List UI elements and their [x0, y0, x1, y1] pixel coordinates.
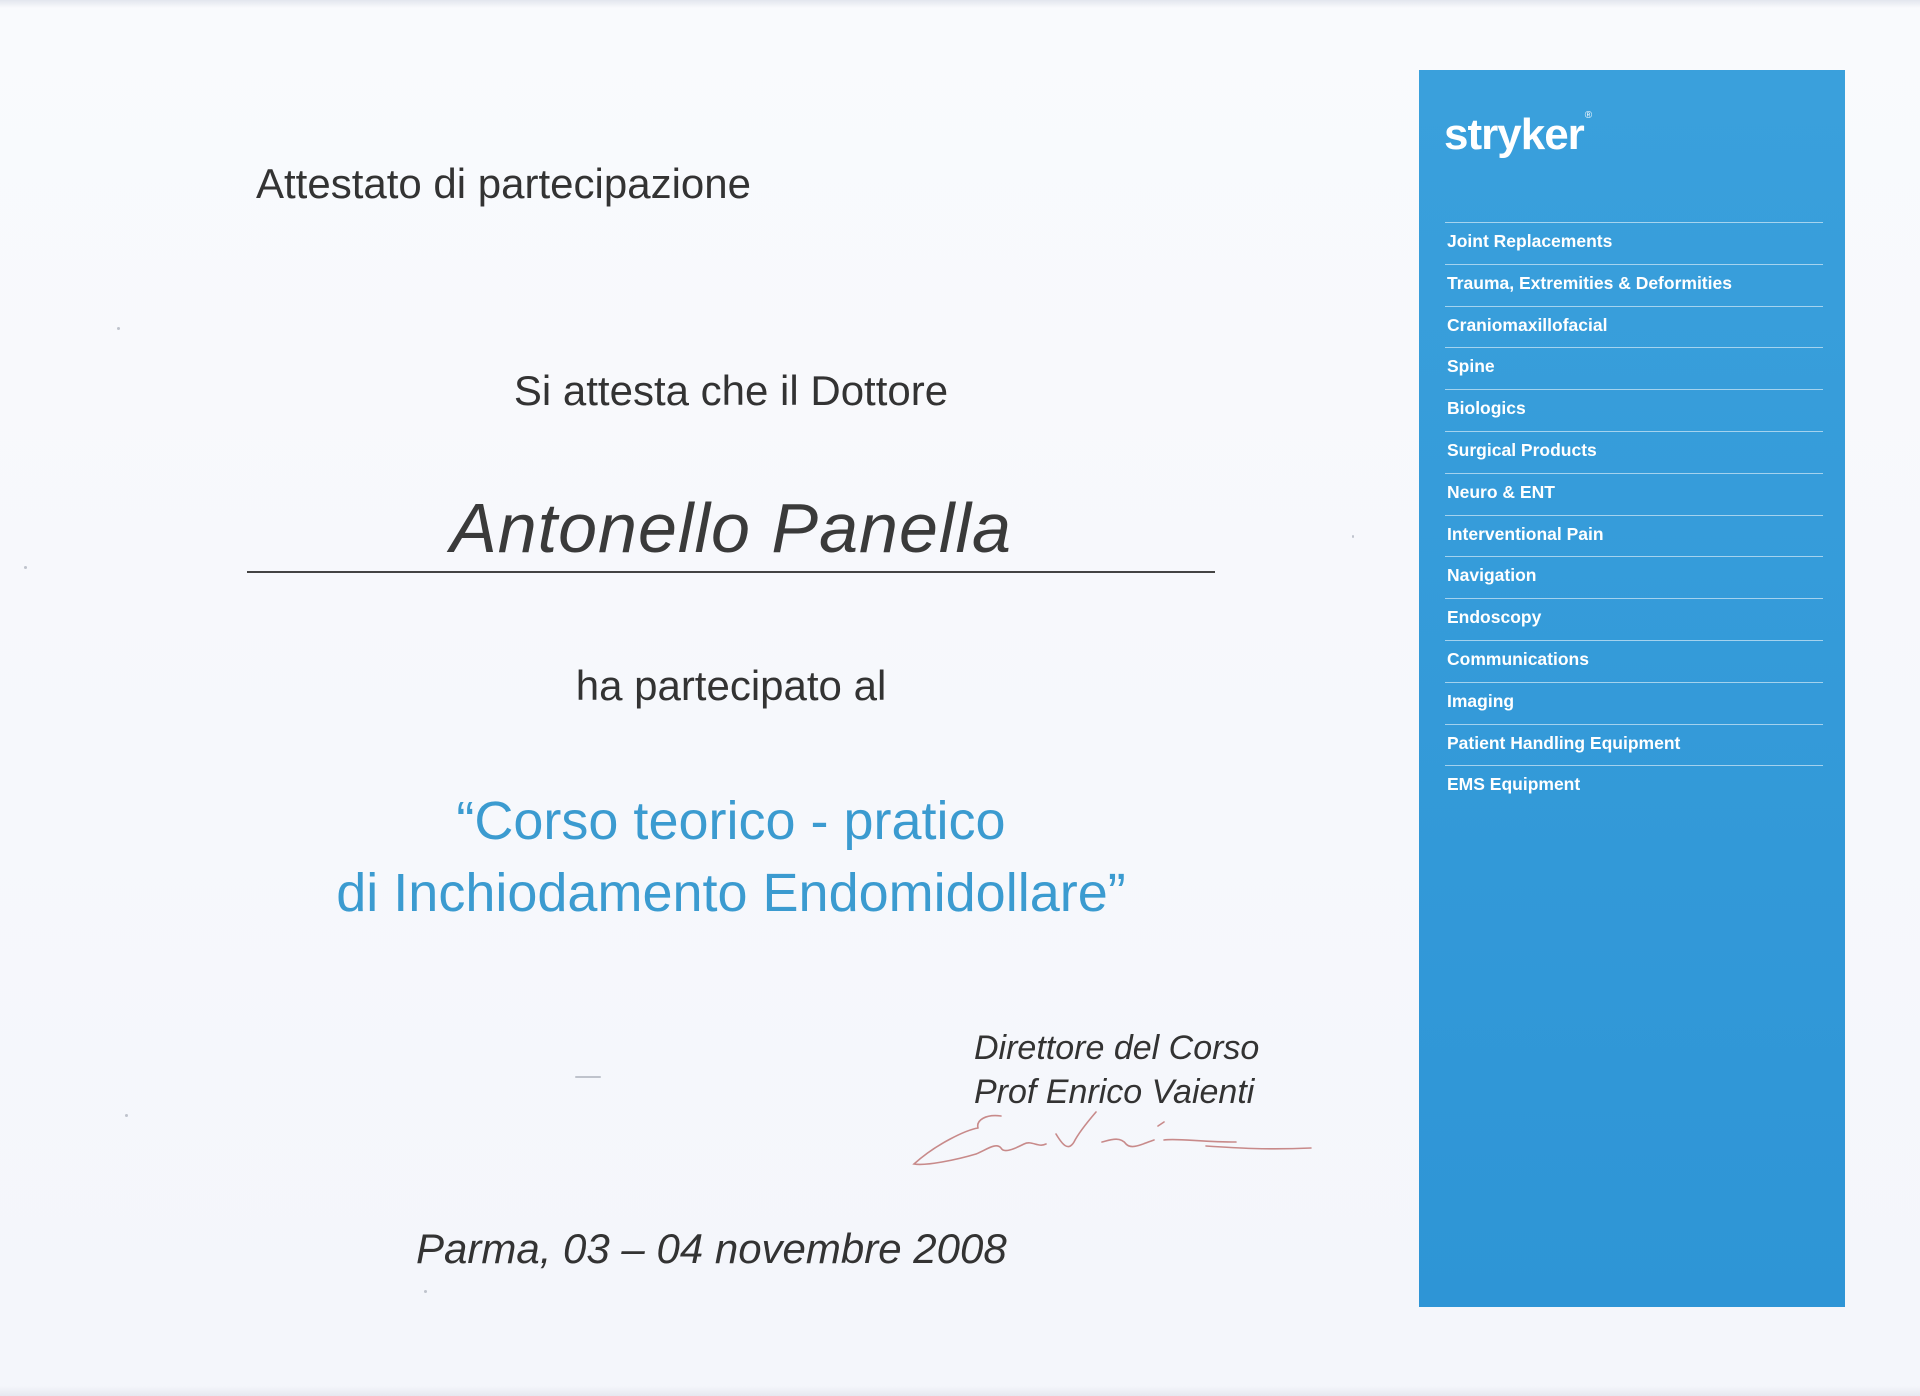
- product-item-craniomaxillofacial: Craniomaxillofacial: [1445, 306, 1823, 348]
- scan-speck: [24, 566, 27, 569]
- product-item-imaging: Imaging: [1445, 682, 1823, 724]
- product-item-interventional-pain: Interventional Pain: [1445, 515, 1823, 557]
- scan-speck: [117, 327, 120, 330]
- registered-mark: ®: [1584, 110, 1592, 121]
- scan-speck: [575, 1076, 601, 1078]
- product-item-surgical-products: Surgical Products: [1445, 431, 1823, 473]
- scan-speck: [125, 1114, 128, 1117]
- course-title-line-2: di Inchiodamento Endomidollare”: [336, 863, 1126, 923]
- course-title: [247, 785, 1215, 929]
- course-director: [974, 1026, 1259, 1114]
- scan-top-edge: [0, 0, 1920, 8]
- product-item-ems-equipment: EMS Equipment: [1445, 765, 1823, 807]
- product-item-navigation: Navigation: [1445, 556, 1823, 598]
- director-name: Prof Enrico Vaienti: [974, 1073, 1255, 1111]
- product-item-joint-replacements: Joint Replacements: [1445, 222, 1823, 264]
- scan-speck: [424, 1290, 427, 1293]
- attestation-line: Si attesta che il Dottore: [513, 367, 949, 414]
- brand-name: stryker: [1444, 110, 1584, 159]
- scan-bottom-edge: [0, 1386, 1920, 1396]
- scan-speck: [1352, 535, 1354, 538]
- stryker-sidebar: [1419, 70, 1845, 1307]
- participation-line: ha partecipato al: [575, 662, 887, 709]
- product-item-endoscopy: Endoscopy: [1445, 598, 1823, 640]
- place-and-date: Parma, 03 – 04 novembre 2008: [416, 1225, 1007, 1272]
- director-role: Direttore del Corso: [974, 1029, 1260, 1067]
- course-title-line-1: “Corso teorico - pratico: [456, 791, 1006, 851]
- product-list: [1445, 222, 1823, 807]
- product-item-communications: Communications: [1445, 640, 1823, 682]
- product-item-trauma: Trauma, Extremities & Deformities: [1445, 264, 1823, 306]
- product-item-neuro-ent: Neuro & ENT: [1445, 473, 1823, 515]
- name-underline: [247, 571, 1215, 573]
- product-item-biologics: Biologics: [1445, 389, 1823, 431]
- stryker-logo: [1444, 110, 1591, 160]
- recipient-name: Antonello Panella: [450, 489, 1012, 567]
- certificate-title: Attestato di partecipazione: [256, 160, 751, 207]
- product-item-spine: Spine: [1445, 347, 1823, 389]
- product-item-patient-handling: Patient Handling Equipment: [1445, 724, 1823, 766]
- director-signature: [906, 1104, 1316, 1184]
